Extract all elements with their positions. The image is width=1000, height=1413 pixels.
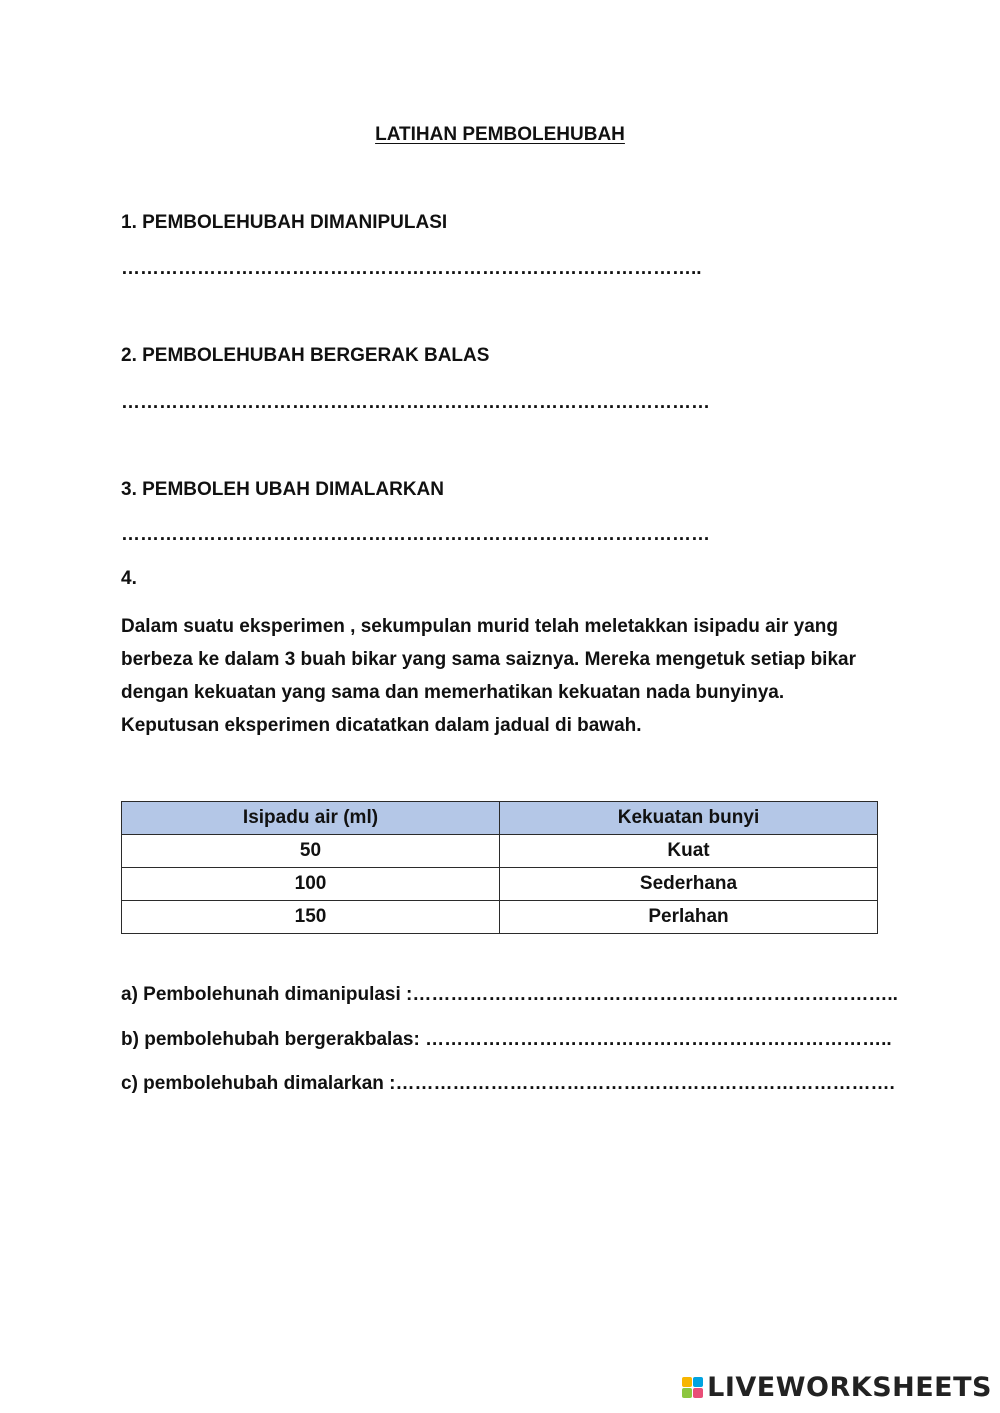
table-cell-sound-strength: Sederhana xyxy=(500,868,878,901)
liveworksheets-wordmark: LIVEWORKSHEETS xyxy=(707,1372,992,1403)
logo-tile-icon xyxy=(693,1388,703,1398)
question-2-answer-blank[interactable]: ………………………………………………………………………………… xyxy=(121,392,710,413)
table-cell-sound-strength: Kuat xyxy=(500,835,878,868)
results-table xyxy=(121,801,878,934)
table-header-volume: Isipadu air (ml) xyxy=(122,802,500,835)
table-row xyxy=(122,835,878,868)
logo-tile-icon xyxy=(682,1377,692,1387)
question-4-number: 4. xyxy=(121,568,137,589)
answer-a-manipulated[interactable]: a) Pembolehunah dimanipulasi :………………………………………………………………….. xyxy=(121,984,898,1005)
question-1-answer-blank[interactable]: ……………………………………………………………………………….. xyxy=(121,258,702,279)
answer-c-constant[interactable]: c) pembolehubah dimalarkan :……………………………………………………………………. xyxy=(121,1073,895,1094)
table-cell-volume: 100 xyxy=(122,868,500,901)
question-3-heading: 3. PEMBOLEH UBAH DIMALARKAN xyxy=(121,479,444,500)
table-cell-volume: 150 xyxy=(122,901,500,934)
table-cell-sound-strength: Perlahan xyxy=(500,901,878,934)
liveworksheets-brand xyxy=(682,1372,992,1403)
table-header-row xyxy=(122,802,878,835)
logo-tile-icon xyxy=(693,1377,703,1387)
table-cell-volume: 50 xyxy=(122,835,500,868)
answer-b-responding[interactable]: b) pembolehubah bergerakbalas: ……………………………………………………………….. xyxy=(121,1029,892,1050)
table-row xyxy=(122,901,878,934)
page-title: LATIHAN PEMBOLEHUBAH xyxy=(375,124,625,145)
logo-tile-icon xyxy=(682,1388,692,1398)
question-1-heading: 1. PEMBOLEHUBAH DIMANIPULASI xyxy=(121,212,448,233)
table-header-sound-strength: Kekuatan bunyi xyxy=(500,802,878,835)
question-3-answer-blank[interactable]: ………………………………………………………………………………… xyxy=(121,524,710,545)
question-4-paragraph: Dalam suatu eksperimen , sekumpulan murid telah meletakkan isipadu air yang berbeza ke dalam 3 buah bikar yang sama saiznya. Mereka mengetuk setiap bikar dengan kekuatan yang sama dan memerhatikan kekuatan nada bunyinya. Keputusan eksperimen dicatatkan dalam jadual di bawah. xyxy=(121,616,856,736)
liveworksheets-logo-icon xyxy=(682,1377,703,1398)
table-row xyxy=(122,868,878,901)
question-2-heading: 2. PEMBOLEHUBAH BERGERAK BALAS xyxy=(121,345,490,366)
